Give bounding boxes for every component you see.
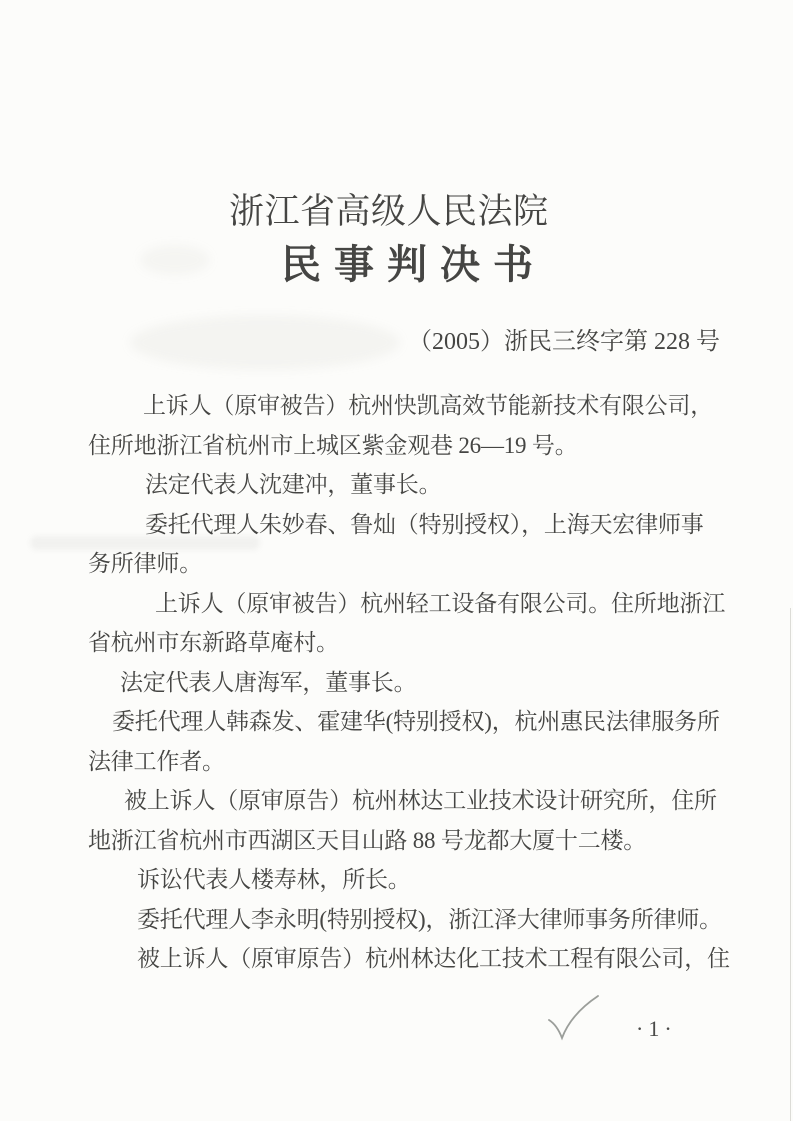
page-number: ·1·	[636, 1016, 677, 1041]
court-name: 浙江省高级人民法院	[229, 192, 549, 231]
body-line: 被上诉人（原审原告）杭州林达化工技术工程有限公司，住	[137, 946, 730, 971]
scan-edge-artifact	[790, 608, 791, 1121]
body-line: 上诉人（原审被告）杭州快凯高效节能新技术有限公司，	[143, 393, 714, 418]
document-title: 民事判决书	[281, 242, 546, 287]
body-line: 委托代理人韩森发、霍建华(特别授权)，杭州惠民法律服务所	[112, 709, 720, 734]
body-line: 务所律师。	[88, 551, 203, 576]
body-line: 法定代表人唐海军，董事长。	[120, 669, 417, 695]
handwritten-checkmark-icon	[545, 992, 603, 1044]
body-line: 省杭州市东新路草庵村。	[88, 630, 339, 655]
case-number: （2005）浙民三终字第 228 号	[408, 329, 720, 355]
body-line: 法定代表人沈建冲，董事长。	[145, 472, 442, 497]
body-line: 地浙江省杭州市西湖区天目山路 88 号龙都大厦十二楼。	[88, 827, 647, 853]
body-line: 住所地浙江省杭州市上城区紫金观巷 26—19 号。	[88, 432, 578, 458]
body-line: 诉讼代表人楼寿林，所长。	[137, 867, 411, 892]
body-line: 被上诉人（原审原告）杭州林达工业技术设计研究所，住所	[124, 788, 717, 813]
body-line: 委托代理人朱妙春、鲁灿（特别授权），上海天宏律师事	[145, 511, 704, 537]
document-body	[88, 386, 728, 979]
body-line: 法律工作者。	[88, 748, 225, 774]
body-line: 委托代理人李永明(特别授权)，浙江泽大律师事务所律师。	[137, 906, 722, 932]
scan-smudge	[140, 245, 210, 275]
scan-smudge	[130, 315, 400, 370]
body-line: 上诉人（原审被告）杭州轻工设备有限公司。住所地浙江	[155, 590, 726, 616]
